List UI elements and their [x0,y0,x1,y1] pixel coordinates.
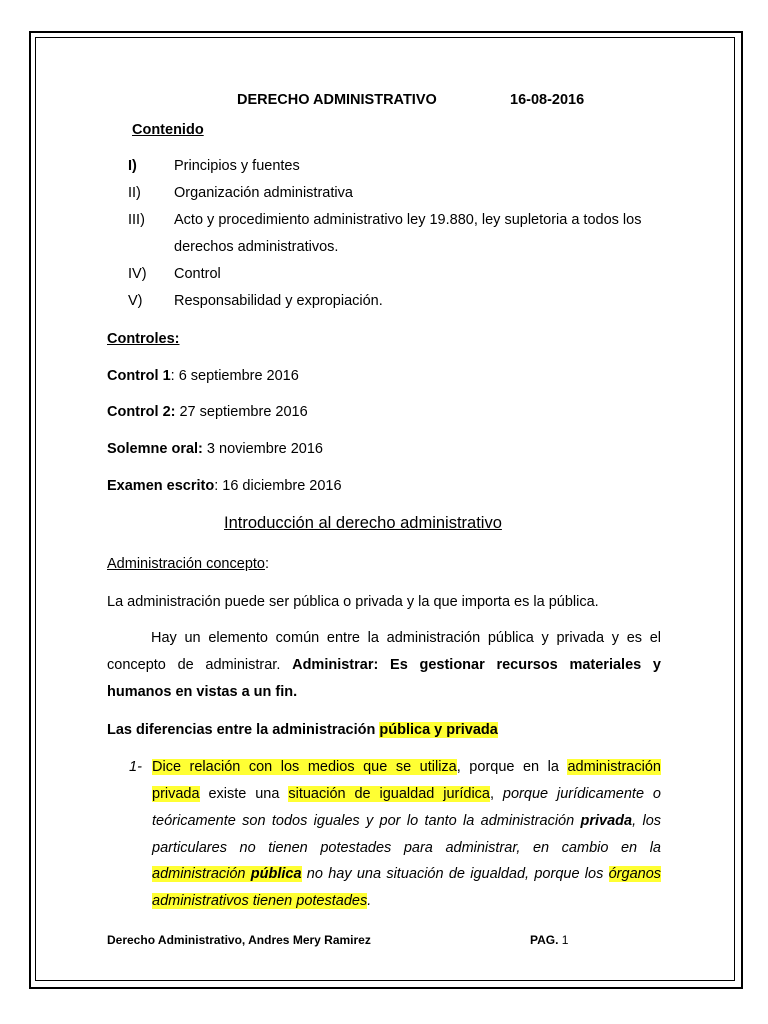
paragraph-2-line1: Hay un elemento común entre la administración pública y privada y es el [151,630,661,646]
control-label: Control 1 [107,368,171,384]
item-1-line-3 [152,813,661,829]
contenido-item-num-4: IV) [128,266,147,282]
concept-colon: : [264,556,270,572]
footer-page [530,933,568,947]
italic-text: porque jurídicamente o [502,786,661,802]
footer-author: Derecho Administrativo, Andres Mery Ramirez [107,933,371,947]
controles-heading: Controles: [107,331,180,347]
text: existe una [199,786,289,802]
footer-page-label: PAG [530,933,556,947]
paragraph-1: La administración puede ser pública o privada y la que importa es la pública. [107,594,599,610]
control-row-2 [107,404,308,420]
paragraph-2-definition: Administrar: Es gestionar recursos materiales y [292,657,661,673]
diferencias-heading-text: Las diferencias entre la administración [107,722,380,738]
control-row-3 [107,441,323,457]
control-value: 6 septiembre 2016 [174,368,299,384]
control-sep: : [214,478,219,494]
highlight-text: administración [567,759,661,775]
paragraph-2-line2 [107,657,661,673]
control-value: 27 septiembre 2016 [175,404,308,420]
document-date: 16-08-2016 [510,92,585,108]
highlight-text [152,866,302,882]
contenido-item-text-5: Responsabilidad y expropiación. [174,293,383,309]
item-1-line-1 [152,759,661,775]
control-sep: : [170,368,175,384]
contenido-item-text-3-line1: Acto y procedimiento administrativo ley 19.880, ley supletoria a todos los [174,212,642,228]
paragraph-2-line3: humanos en vistas a un fin. [107,684,298,700]
footer-page-number: 1 [558,933,569,947]
diferencias-heading-highlight: pública y privada [379,722,498,738]
control-label: Examen escrito [107,478,215,494]
control-row-1 [107,368,299,384]
text: , [489,786,503,802]
text: , los [632,813,662,829]
text: administración [152,866,251,882]
document-title: DERECHO ADMINISTRATIVO [237,92,437,108]
concept-heading-line [107,556,269,572]
highlight-text: privada [152,786,200,802]
contenido-item-text-3-line2: derechos administrativos. [174,239,339,255]
contenido-item-num-5: V) [128,293,143,309]
contenido-item-text-4: Control [174,266,221,282]
text: . [367,893,372,909]
item-1-number: 1- [129,759,142,775]
text: no hay una situación de igualdad, porque los [301,866,609,882]
contenido-item-num-3: III) [128,212,145,228]
footer-page-sep: . [555,933,559,947]
item-1-line-4: particulares no tienen potestades para administrar, en cambio en la [152,840,661,856]
control-value: 16 diciembre 2016 [218,478,342,494]
contenido-item-num-2: II) [128,185,141,201]
control-label: Control 2: [107,404,176,420]
highlight-text: Dice relación con los medios que se utiliza [152,759,457,775]
contenido-item-num-1: I) [128,158,137,174]
control-row-4 [107,478,342,494]
contenido-heading: Contenido [132,122,204,138]
paragraph-2-text: concepto de administrar. [107,657,293,673]
control-value: 3 noviembre 2016 [202,441,323,457]
text: , porque en la [456,759,568,775]
contenido-item-text-1: Principios y fuentes [174,158,300,174]
highlight-text: administrativos tienen potestades [152,893,368,909]
bold-text: privada [580,813,633,829]
highlight-text: situación de igualdad jurídica [288,786,490,802]
text: teóricamente son todos iguales y por lo tanto la administración [152,813,581,829]
diferencias-heading [107,722,498,738]
item-1-line-6 [152,893,371,909]
highlight-text: órganos [608,866,662,882]
concept-heading: Administración concepto [107,556,265,572]
control-label: Solemne oral: [107,441,203,457]
item-1-line-5 [152,866,661,882]
item-1-line-2 [152,786,661,802]
contenido-item-text-2: Organización administrativa [174,185,353,201]
bold-text: pública [250,866,302,882]
section-title: Introducción al derecho administrativo [224,514,502,532]
